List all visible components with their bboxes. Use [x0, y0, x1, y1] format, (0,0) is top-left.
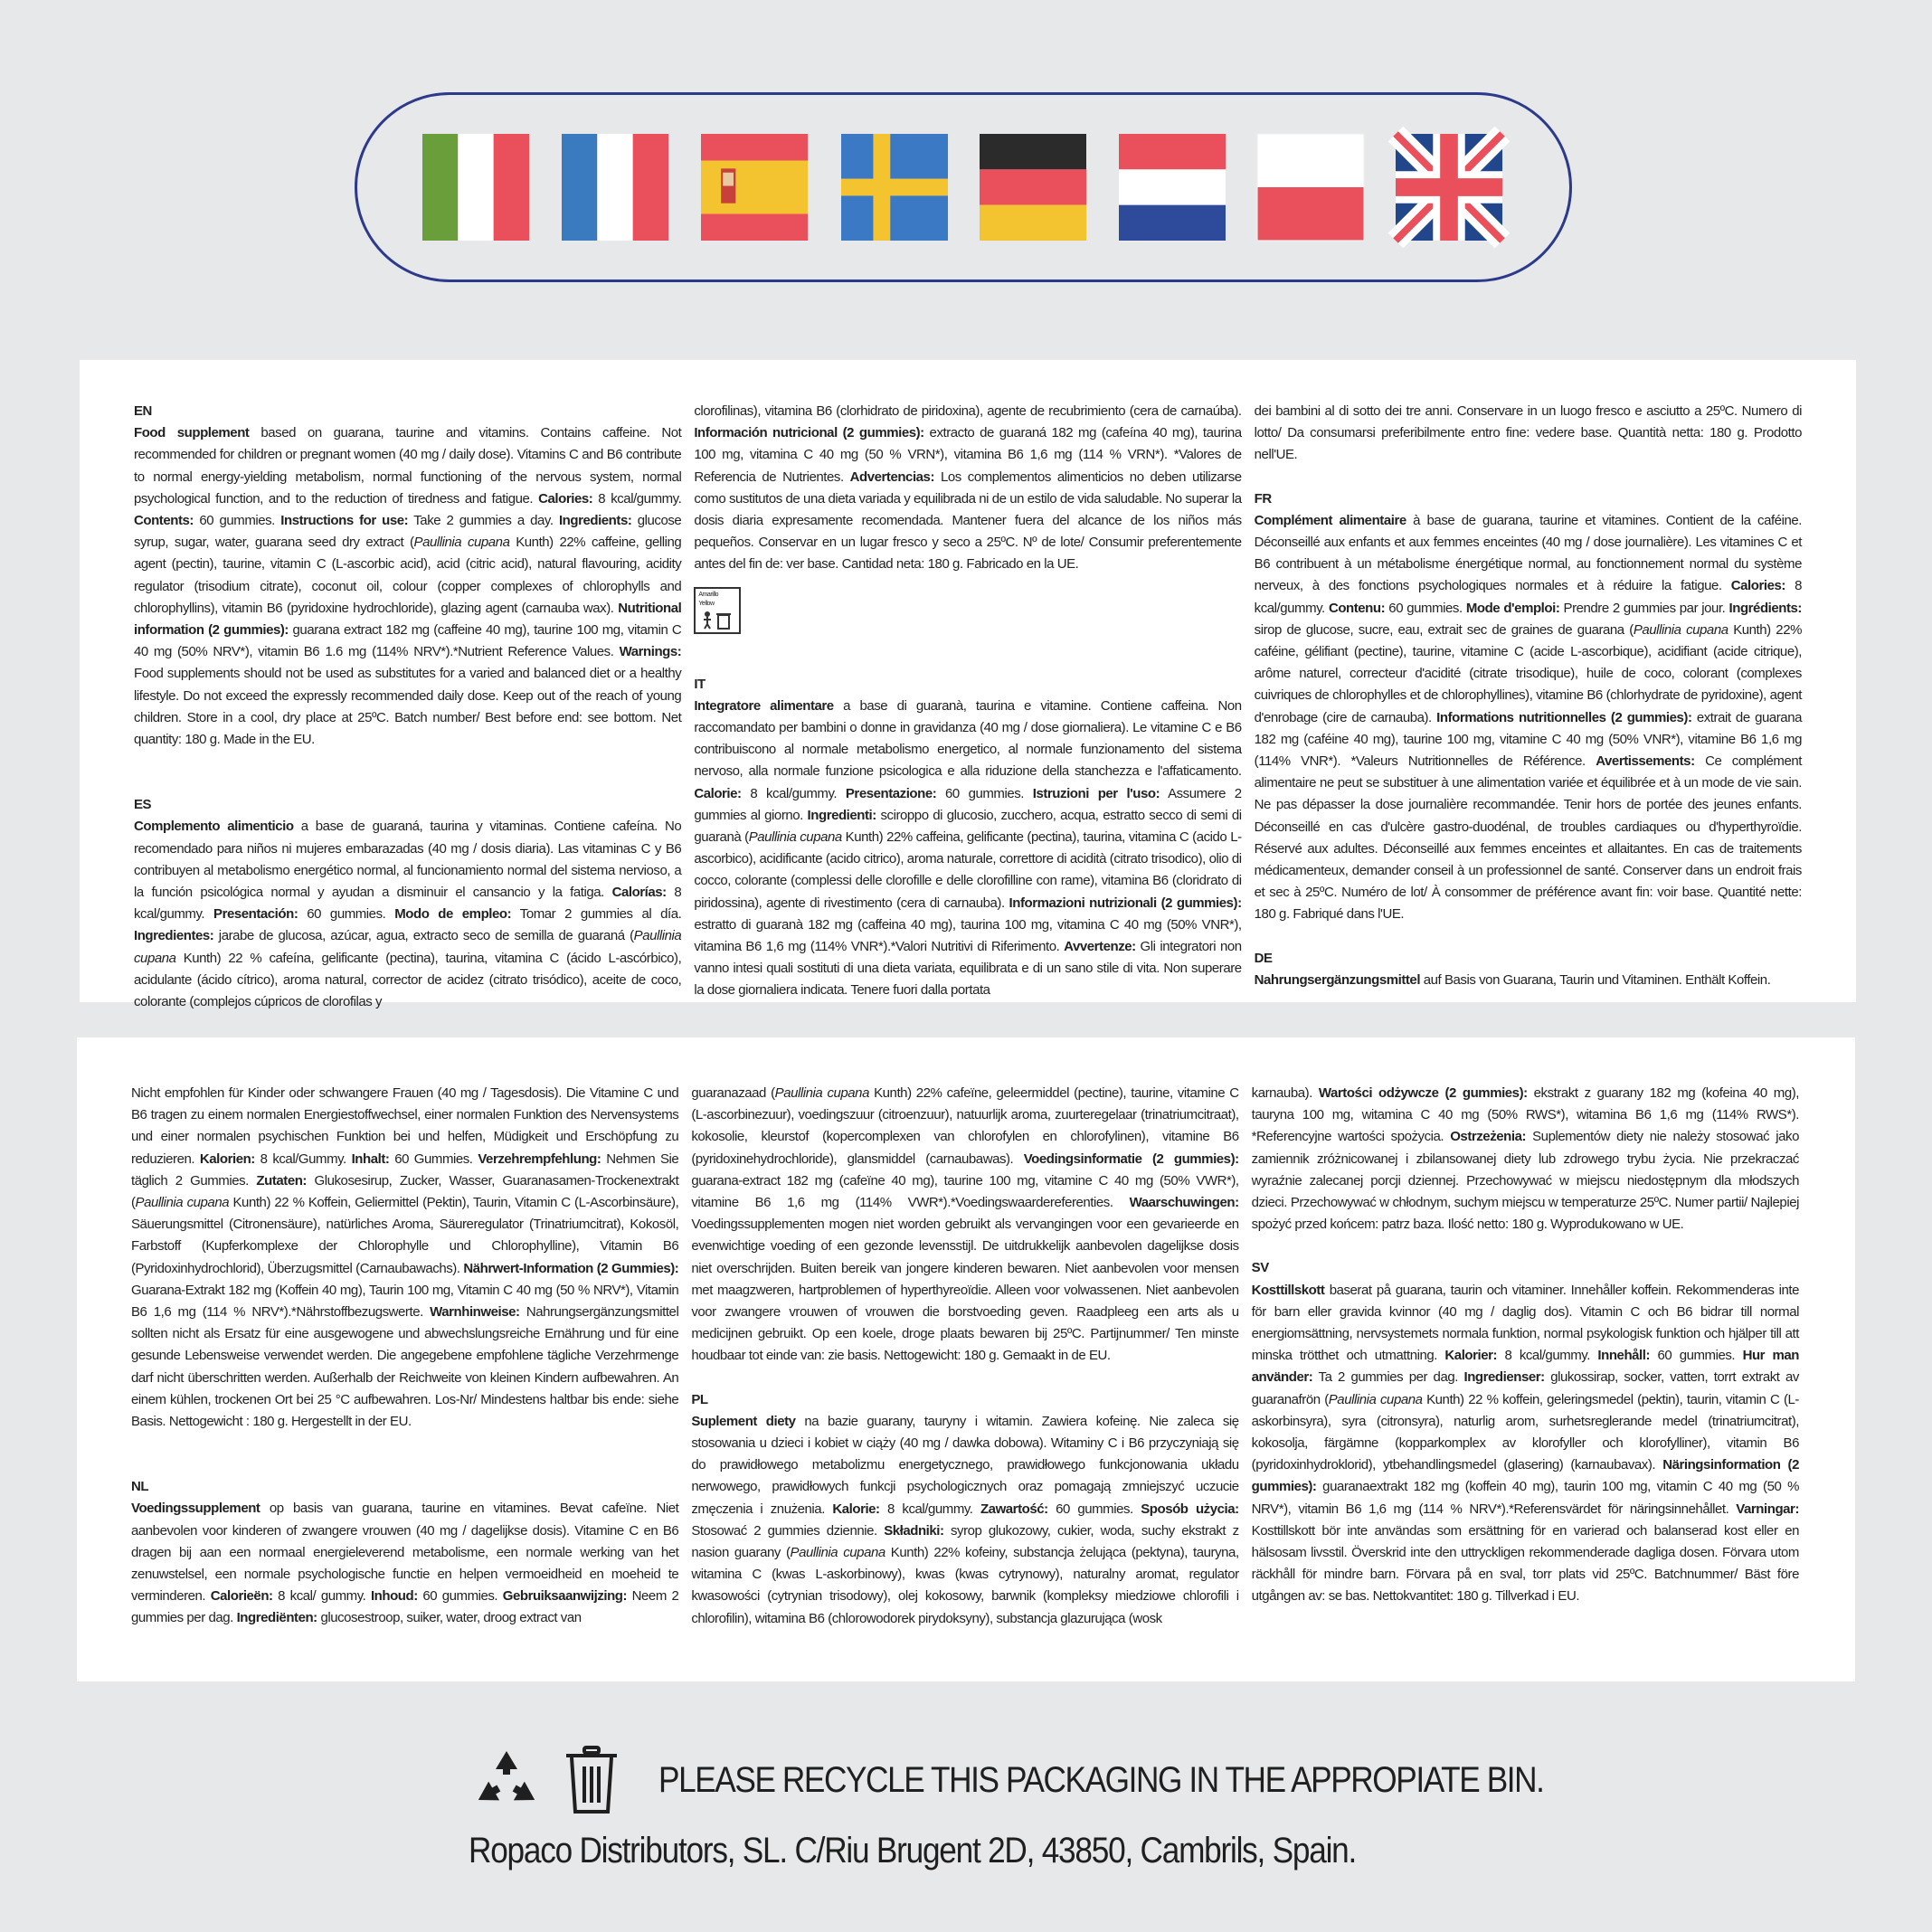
- text-column-3: [1254, 401, 1802, 988]
- paragraph-pl: Suplement diety na bazie guarany, tauryny i witamin. Zawiera kofeinę. Nie zaleca się stosowania u dzieci i kobiet w ciąży (40 mg / dawka dobowa). Witaminy C i B6 przyczyniają się do prawidłowego metabolizmu energetycznego, prawidłowego funkcjonowania układu nerwowego, prawidłowych funkcji psychologicznych oraz pomagają zmniejszyć uczucie zmęczenia i znużenia. Kalorie: 8 kcal/gummy. Zawartość: 60 gummies. Sposób użycia: Stosować 2 gummies dziennie. Składniki: syrop glukozowy, cukier, woda, suchy ekstrakt z nasion guarany (Paullinia cupana Kunth) 22% kofeiny, substancja żelująca (pektyna), tauryna, witamina C (kwas L-askorbinowy), kwas (kwas cytrynowy), naturalny aromat, regulator kwasowości (cytrynian trisodowy), olej kokosowy, barwnik (kompleksy miedziowe chlorofili i chlorofilin), witamina B6 (chlorowodorek pirydoksyny), substancja glazurująca (wosk: [691, 1413, 1239, 1626]
- paragraph-en: Food supplement based on guarana, taurine and vitamins. Contains caffeine. Not recommended for children or pregnant women (40 mg / daily dose). Vitamins C and B6 contribute to normal energy-yielding metabolism, normal functioning of the nervous system, normal psychological function, and to the reduction of tiredness and fatigue. Calories: 8 kcal/gummy. Contents: 60 gummies. Instructions for use: Take 2 gummies a day. Ingredients: glucose syrup, sugar, water, guarana seed dry extract (Paullinia cupana Kunth) 22% caffeine, gelling agent (pectin), taurine, vitamin C (L-ascorbic acid), acid (citric acid), natural flavouring, acidity regulator (trisodium citrate), coconut oil, colour (copper complexes of chlorophylls and chlorophyllins), vitamin B6 (pyridoxine hydrochloride), glazing agent (carnauba wax). Nutritional information (2 gummies): guarana extract 182 mg (caffeine 40 mg), taurine 100 mg, vitamin C 40 mg (50% NRV*), vitamin B6 1.6 mg (114% NRV*).*Nutrient Reference Values. Warnings: Food supplements should not be used as substitutes for a varied and balanced diet or a healthy lifestyle. Do not exceed the expressly recommended daily dose. Keep out of the reach of young children. Store in a cool, dry place at 25ºC. Batch number/ Best before end: see bottom. Net quantity: 180 g. Made in the EU.: [134, 425, 682, 748]
- language-tag-it: IT: [694, 676, 706, 692]
- paragraph-es-cont: clorofilinas), vitamina B6 (clorhidrato de piridoxina), agente de recubrimiento (cera de carnaúba). Información nutricional (2 gummies): extracto de guaraná 182 mg (cafeína 40 mg), taurina 100 mg, vitamina C 40 mg (50 % VRN*), vitamina B6 1,6 mg (114 % VRN*). *Valores de Referencia de Nutrientes. Advertencias: Los complementos alimenticios no deben utilizarse como sustitutos de una dieta variada y equilibrada ni de un estilo de vida saludable. No superar la dosis diaria expresamente recomendada. Mantener fuera del alcance de los niños más pequeños. Conservar en un lugar fresco y seco a 25ºC. Nº de lote/ Consumir preferentemente antes del fin de: ver base. Cantidad neta: 180 g. Fabricado en la UE.: [694, 403, 1242, 573]
- text-column-2: [694, 401, 1242, 999]
- language-tag-en: EN: [134, 403, 152, 419]
- netherlands-flag-icon: [1119, 134, 1226, 241]
- paragraph-de: Nahrungsergänzungsmittel auf Basis von Guarana, Taurin und Vitaminen. Enthält Koffein.: [1254, 971, 1771, 988]
- trash-bin-icon: [563, 1745, 620, 1815]
- sweden-flag-icon: [841, 134, 948, 241]
- language-flags-bar: [355, 92, 1572, 282]
- language-tag-es: ES: [134, 797, 152, 813]
- paragraph-nl-cont: guaranazaad (Paullinia cupana Kunth) 22% cafeïne, geleermiddel (pectine), taurine, vitamine C (L-ascorbinezuur), voedingszuur (citroenzuur), natuurlijk aroma, zuurteregelaar (trinatriumcitraat), kokosolie, kleurstof (kopercomplexen van chlorofylen en chlorofylinen), vitamine B6 (pyridoxinehydrochloride), glansmiddel (carnaubawas). Voedingsinformatie (2 gummies): guarana-extract 182 mg (cafeïne 40 mg), taurine 100 mg, vitamine C 40 mg (50% VWR*), vitamine B6 1,6 mg (114% VWR*).*Voedingswaardereferenties. Waarschuwingen: Voedingssupplementen mogen niet worden gebruikt als vervangingen voor een gevarieerde en evenwichtige voeding of een gezonde levensstijl. De uitdrukkelijk aanbevolen dagelijkse dosis niet overschrijden. Buiten bereik van jongere kinderen bewaren. Niet aanbevolen voor mensen met maagzweren, hartproblemen of hyperthyreoïdie. Alleen voor volwassenen. Niet aanbevolen voor zwangere vrouwen of vrouwen die borstvoeding geven. Raadpleeg een arts als u medicijnen gebruikt. Op een koele, droge plaats bewaren bij 25ºC. Partijnummer/ Ten minste houdbaar tot einde van: zie basis. Nettogewicht: 180 g. Gemaakt in de EU.: [691, 1085, 1239, 1364]
- recycle-icon: [470, 1744, 543, 1816]
- text-column-4: [131, 1083, 678, 1634]
- recycle-instruction-text: PLEASE RECYCLE THIS PACKAGING IN THE APPROPIATE BIN.: [658, 1759, 1544, 1800]
- language-tag-sv: SV: [1251, 1260, 1269, 1276]
- text-column-6: [1252, 1083, 1799, 1634]
- paragraph-pl-cont: karnauba). Wartości odżywcze (2 gummies): ekstrakt z guarany 182 mg (kofeina 40 mg), tauryna 100 mg, witamina C 40 mg (50% RWS*), witamina B6 1,6 mg (114% RWS*). *Referencyjne wartości spożycia. Ostrzeżenia: Suplementów diety nie należy stosować jako zamiennik zróżnicowanej i zbilansowanej diety lub zdrowego trybu życia. Nie przekraczać wyraźnie zalecanej porcji dziennej. Przechowywać w miejscu niedostępnym dla młodszych dzieci. Przechowywać w chłodnym, suchym miejscu w temperaturze 25ºC. Numer partii/ Najlepiej spożyć przed końcem: patrz baza. Ilość netto: 180 g. Wyprodukowano w UE.: [1251, 1085, 1799, 1233]
- language-tag-nl: NL: [131, 1479, 149, 1495]
- language-tag-pl: PL: [691, 1391, 708, 1407]
- paragraph-it-cont: dei bambini al di sotto dei tre anni. Conservare in un luogo fresco e asciutto a 25ºC. Numero di lotto/ Da consumarsi preferibilmente entro fine: vedere base. Quantità netta: 180 g. Prodotto nell'UE.: [1254, 403, 1802, 463]
- paragraph-sv: Kosttillskott baserat på guarana, taurin och vitaminer. Innehåller koffein. Rekommenderas inte för barn eller gravida kvinnor (40 mg / daglig dos). Vitamin C och B6 bidrar till normal energiomsättning, nervsystemets normala funktion, normal psykologisk funktion och hjälper till att minska trötthet och utmattning. Kalorier: 8 kcal/gummy. Innehåll: 60 gummies. Hur man använder: Ta 2 gummies per dag. Ingredienser: glukossirap, socker, vatten, torrt extrakt av guaranafrön (Paullinia cupana Kunth) 22 % koffein, geleringsmedel (pektin), taurin, vitamin C (L-askorbinsyra), syra (citronsyra), naturlig arom, surhetsreglerande medel (trinatriumcitrat), kokosolja, färgämne (kopparkomplex av klorofyller och klorofylliner), vitamin B6 (pyridoxinhydroklorid), ytbehandlingsmedel (glasering) (karnaubavax). Näringsinformation (2 gummies): guaranaextrakt 182 mg (koffein 40 mg), taurin 100 mg, vitamin C 40 mg (50 % NRV*), vitamin B6 1,6 mg (114 % NRV*).*Referensvärdet för näringsinnehållet. Varningar: Kosttillskott bör inte användas som ersättning för en varierad och balanserad kost eller en hälsosam livsstil. Överskrid inte den uttryckligen rekommenderade dagliga dosen. Förvara utom räckhåll för mindre barn. Förvara på en sval, torr plats vid 25ºC. Batchnummer/ Bäst före utgången av: se bas. Nettokvantitet: 180 g. Tillverkad i EU.: [1251, 1282, 1799, 1605]
- paragraph-it: Integratore alimentare a base di guaranà, taurina e vitamine. Contiene caffeina. Non raccomandato per bambini o donne in gravidanza (40 mg / dose giornaliera). Le vitamine C e B6 contribuiscono al normale metabolismo energetico, al normale funzionamento del sistema nervoso, alla normale funzione psicologica e alla riduzione della stanchezza e l'affaticamento. Calorie: 8 kcal/gummy. Presentazione: 60 gummies. Istruzioni per l'uso: Assumere 2 gummies al giorno. Ingredienti: sciroppo di glucosio, zucchero, acqua, estratto secco di semi di guaranà (Paullinia cupana Kunth) 22% caffeina, gelificante (pectina), taurina, vitamina C (acido L-ascorbico), acidificante (acido citrico), aroma naturale, correttore di acidità (citrato trisodico), olio di cocco, colorante (complessi delle clorofille e delle clorofilline con rame), vitamina B6 (cloridrato di piridossina), agente di rivestimento (cera di carnauba). Informazioni nutrizionali (2 gummies): estratto di guaranà 182 mg (caffeina 40 mg), taurina 100 mg, vitamina C 40 mg (50% VNR*), vitamina B6 1,6 mg (114% VNR*).*Valori Nutritivi di Riferimento. Avvertenze: Gli integratori non vanno intesi quali sostituti di una dieta variata, equilibrata e di un sano stile di vita. Non superare la dose giornaliera indicata. Tenere fuori dalla portata: [694, 697, 1242, 999]
- poland-flag-icon: [1257, 134, 1364, 241]
- germany-flag-icon: [980, 134, 1086, 241]
- recycle-notice: [470, 1744, 1664, 1816]
- label-panel-bottom: [77, 1037, 1855, 1681]
- paragraph-fr: Complément alimentaire à base de guarana, taurine et vitamines. Contient de la caféine. Déconseillé aux enfants et aux femmes enceintes (40 mg / dose journalière). Les vitamines C et B6 contribuent à un métabolisme énergétique normal, au fonctionnement normal du système nerveux, à des fonctions psychologiques normales et à réduire la fatigue. Calories: 8 kcal/gummy. Contenu: 60 gummies. Mode d'emploi: Prendre 2 gummies par jour. Ingrédients: sirop de glucose, sucre, eau, extrait sec de graines de guarana (Paullinia cupana Kunth) 22% caféine, gélifiant (pectine), taurine, vitamine C (acide L-ascorbique), acidifiant (acide citrique), arôme naturel, correcteur d'acidité (citrate trisodique), huile de coco, colorant (complexes cuivriques de chlorophylles et de chlorophyllines), vitamine B6 (chlorhydrate de pyridoxine), agent d'enrobage (cire de carnauba). Informations nutritionnelles (2 gummies): extrait de guarana 182 mg (caféine 40 mg), taurine 100 mg, vitamine C 40 mg (50% VNR*), vitamine B6 1,6 mg (114% VNR*). *Valeurs Nutritionnelles de Référence. Avertissements: Ce complément alimentaire ne peut se substituer à une alimentation variée et équilibrée et à un mode de vie sain. Ne pas dépasser la dose journalière recommandée. Tenir hors de portée des jeunes enfants. Déconseillé en cas d'ulcère gastro-duodénal, de troubles cardiaques ou d'hyperthyroïdie. Réservé aux adultes. Déconseillé aux femmes enceintes et allaitantes. En cas de traitements médicamenteux, demander conseil à un professionnel de santé. Conserver dans un endroit frais et sec à 25ºC. Numéro de lot/ À consommer de préférence avant fin: voir base. Quantité nette: 180 g. Fabriqué dans l'UE.: [1254, 512, 1802, 923]
- distributor-address: Ropaco Distributors, SL. C/Riu Brugent 2D, 43850, Cambrils, Spain.: [469, 1831, 1357, 1870]
- text-column-5: [691, 1083, 1238, 1634]
- paragraph-es: Complemento alimenticio a base de guaraná, taurina y vitaminas. Contiene cafeína. No recomendado para niños ni mujeres embarazadas (40 mg / dosis diaria). Las vitaminas C y B6 contribuyen al metabolismo energético normal, al funcionamiento normal del sistema nervioso, a la función psicológica normal y ayudan a disminuir el cansancio y la fatiga. Calorías: 8 kcal/gummy. Presentación: 60 gummies. Modo de empleo: Tomar 2 gummies al día. Ingredientes: jarabe de glucosa, azúcar, agua, extracto seco de semilla de guaraná (Paullinia cupana Kunth) 22 % cafeína, gelificante (pectina), taurina, vitamina C (ácido L-ascórbico), acidulante (ácido cítrico), aroma natural, corrector de acidez (citrato trisódico), aceite de coco, colorante (complejos cúpricos de clorofilas y: [134, 819, 682, 1010]
- disposal-pictogram-icon: Amarillo Yellow: [694, 587, 741, 634]
- paragraph-de-cont: Nicht empfohlen für Kinder oder schwangere Frauen (40 mg / Tagesdosis). Die Vitamine C und B6 tragen zu einem normalen Energiestoffwechsel, einer normalen Funktion des Nervensystems und einer normalen psychischen Funktion bei und helfen, Müdigkeit und Erschöpfung zu reduzieren. Kalorien: 8 kcal/Gummy. Inhalt: 60 Gummies. Verzehrempfehlung: Nehmen Sie täglich 2 Gummies. Zutaten: Glukosesirup, Zucker, Wasser, Guaranasamen-Trockenextrakt (Paullinia cupana Kunth) 22 % Koffein, Geliermittel (Pektin), Taurin, Vitamin C (L-Ascorbinsäure), Säuerungsmittel (Citronensäure), natürliches Aroma, Säureregulator (Trinatriumcitrat), Kokosöl, Farbstoff (Kupferkomplexe der Chlorophylle und Chlorophylline), Vitamin B6 (Pyridoxinhydrochlorid), Überzugsmittel (Carnaubawachs). Nährwert-Information (2 Gummies): Guarana-Extrakt 182 mg (Koffein 40 mg), Taurin 100 mg, Vitamin C 40 mg (50 % NRV*), Vitamin B6 1,6 mg (114 % NRV*).*Nährstoffbezugswerte. Warnhinweise: Nahrungsergänzungsmittel sollten nicht als Ersatz für eine ausgewogene und abwechslungsreiche Ernährung und für eine gesunde Lebensweise verwendet werden. Die angegebene empfohlene tägliche Verzehrmenge darf nicht überschritten werden. Außerhalb der Reichweite von kleinen Kindern aufbewahren. An einem kühlen, trockenen Ort bei 25 °C aufbewahren. Los-Nr/ Mindestens haltbar bis ende: siehe Basis. Nettogewicht : 180 g. Hergestellt in der EU.: [131, 1085, 679, 1430]
- text-column-1: [134, 401, 682, 1010]
- spain-flag-icon: [701, 134, 808, 241]
- uk-flag-icon: [1396, 134, 1502, 241]
- france-flag-icon: [562, 134, 668, 241]
- italy-flag-icon: [422, 134, 529, 241]
- paragraph-nl: Voedingssupplement op basis van guarana, taurine en vitamines. Bevat cafeïne. Niet aanbevolen voor kinderen of zwangere vrouwen (40 mg / dagelijkse dosis). Vitamine C en B6 dragen bij aan een normaal energieleverend metabolisme, een normale werking van het zenuwstelsel, een normale psychologische functie en helpen vermoeidheid en moeheid te verminderen. Calorieën: 8 kcal/ gummy. Inhoud: 60 gummies. Gebruiksaanwijzing: Neem 2 gummies per dag. Ingrediënten: glucosestroop, suiker, water, droog extract van: [131, 1501, 679, 1626]
- language-tag-fr: FR: [1254, 490, 1272, 507]
- language-tag-de: DE: [1254, 950, 1273, 966]
- label-panel-top: [80, 360, 1856, 1010]
